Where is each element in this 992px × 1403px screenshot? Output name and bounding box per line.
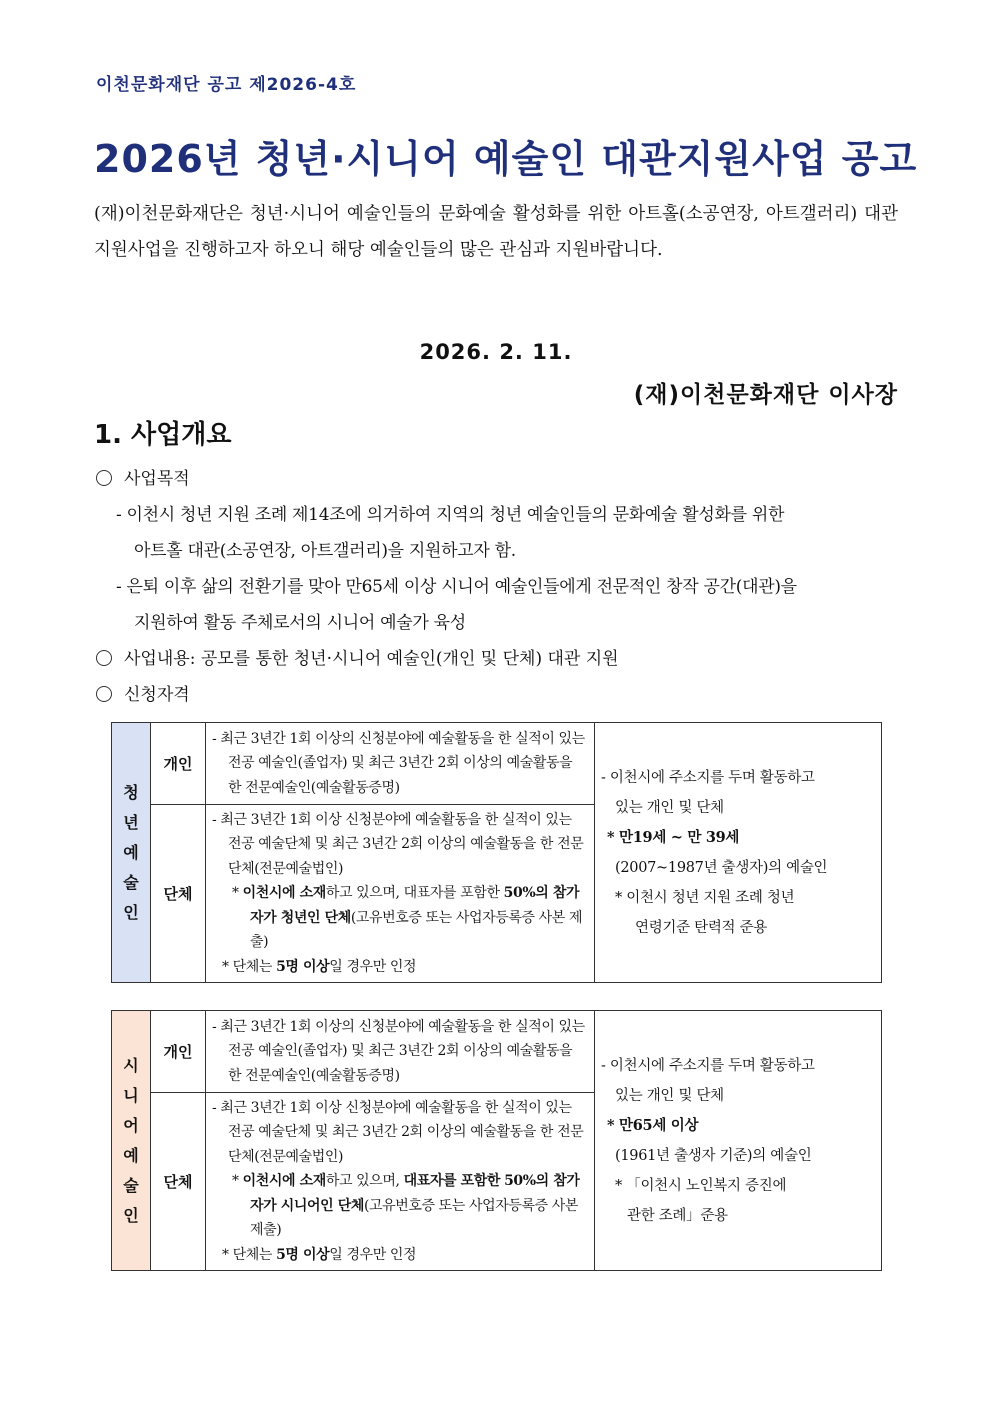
content-line <box>96 644 619 669</box>
youth-group-label: 단체 <box>151 805 206 983</box>
circle-bullet-icon <box>96 470 112 486</box>
senior-individual-label: 개인 <box>151 1011 206 1093</box>
content-label: 사업내용: 공모를 통한 청년·시니어 예술인(개인 및 단체) 대관 지원 <box>124 649 619 669</box>
youth-eligibility-table <box>111 722 882 983</box>
page-title: 2026년 청년·시니어 예술인 대관지원사업 공고 <box>94 137 918 181</box>
circle-bullet-icon <box>96 650 112 666</box>
signer: (재)이천문화재단 이사장 <box>633 382 898 408</box>
purpose-label: 사업목적 <box>124 469 190 489</box>
senior-category-cell: 시 니 어 예 술 인 <box>112 1011 151 1271</box>
youth-individual-desc: - 최근 3년간 1회 이상의 신청분야에 예술활동을 한 실적이 있는 전공 예술인(졸업자) 및 최근 3년간 2회 이상의 예술활동을 한 전문예술인(예술활동증명) <box>206 723 595 805</box>
senior-eligibility-table <box>111 1010 882 1271</box>
eligibility-label: 신청자격 <box>124 685 190 705</box>
eligibility-heading <box>96 680 190 705</box>
purpose-heading <box>96 464 190 489</box>
intro-paragraph: (재)이천문화재단은 청년·시니어 예술인들의 문화예술 활성화를 위한 아트홀(소공연장, 아트갤러리) 대관지원사업을 진행하고자 하오니 해당 예술인들의 많은 관심과 지원바랍니다. <box>94 204 898 260</box>
purpose-item-2-line1: - 은퇴 이후 삶의 전환기를 맞아 만65세 이상 시니어 예술인들에게 전문적인 창작 공간(대관)을 <box>116 577 797 597</box>
youth-condition-cell: - 이천시에 주소지를 두며 활동하고 있는 개인 및 단체 * 만19세 ~ 만 39세 (2007~1987년 출생자)의 예술인 * 이천시 청년 지원 조례 청년 연령기준 탄력적 준용 <box>595 723 882 983</box>
purpose-item-2-line2: 지원하여 활동 주체로서의 시니어 예술가 육성 <box>134 613 466 633</box>
senior-group-label: 단체 <box>151 1093 206 1271</box>
notice-number: 이천문화재단 공고 제2026-4호 <box>96 75 357 95</box>
youth-group-desc: - 최근 3년간 1회 이상 신청분야에 예술활동을 한 실적이 있는 전공 예술단체 및 최근 3년간 2회 이상의 예술활동을 한 전문단체(전문예술법인) * 이천시에 소재하고 있으며, 대표자를 포함한 50%의 참가자가 청년인 단체(고유번호증 또는 사업자등록증 사본 제출) * 단체는 5명 이상일 경우만 인정 <box>206 805 595 983</box>
notice-date: 2026. 2. 11. <box>419 340 573 364</box>
senior-condition-cell: - 이천시에 주소지를 두며 활동하고 있는 개인 및 단체 * 만65세 이상 (1961년 출생자 기준)의 예술인 * 「이천시 노인복지 증진에 관한 조례」준용 <box>595 1011 882 1271</box>
senior-individual-desc: - 최근 3년간 1회 이상의 신청분야에 예술활동을 한 실적이 있는 전공 예술인(졸업자) 및 최근 3년간 2회 이상의 예술활동을 한 전문예술인(예술활동증명) <box>206 1011 595 1093</box>
section-heading: 1. 사업개요 <box>94 420 232 450</box>
purpose-item-1-line2: 아트홀 대관(소공연장, 아트갤러리)을 지원하고자 함. <box>134 541 516 561</box>
purpose-item-1-line1: - 이천시 청년 지원 조례 제14조에 의거하여 지역의 청년 예술인들의 문화예술 활성화를 위한 <box>116 505 785 525</box>
youth-category-cell: 청 년 예 술 인 <box>112 723 151 983</box>
senior-group-desc: - 최근 3년간 1회 이상 신청분야에 예술활동을 한 실적이 있는 전공 예술단체 및 최근 3년간 2회 이상의 예술활동을 한 전문단체(전문예술법인) * 이천시에 소재하고 있으며, 대표자를 포함한 50%의 참가자가 시니어인 단체(고유번호증 또는 사업자등록증 사본 제출) * 단체는 5명 이상일 경우만 인정 <box>206 1093 595 1271</box>
circle-bullet-icon <box>96 686 112 702</box>
youth-individual-label: 개인 <box>151 723 206 805</box>
